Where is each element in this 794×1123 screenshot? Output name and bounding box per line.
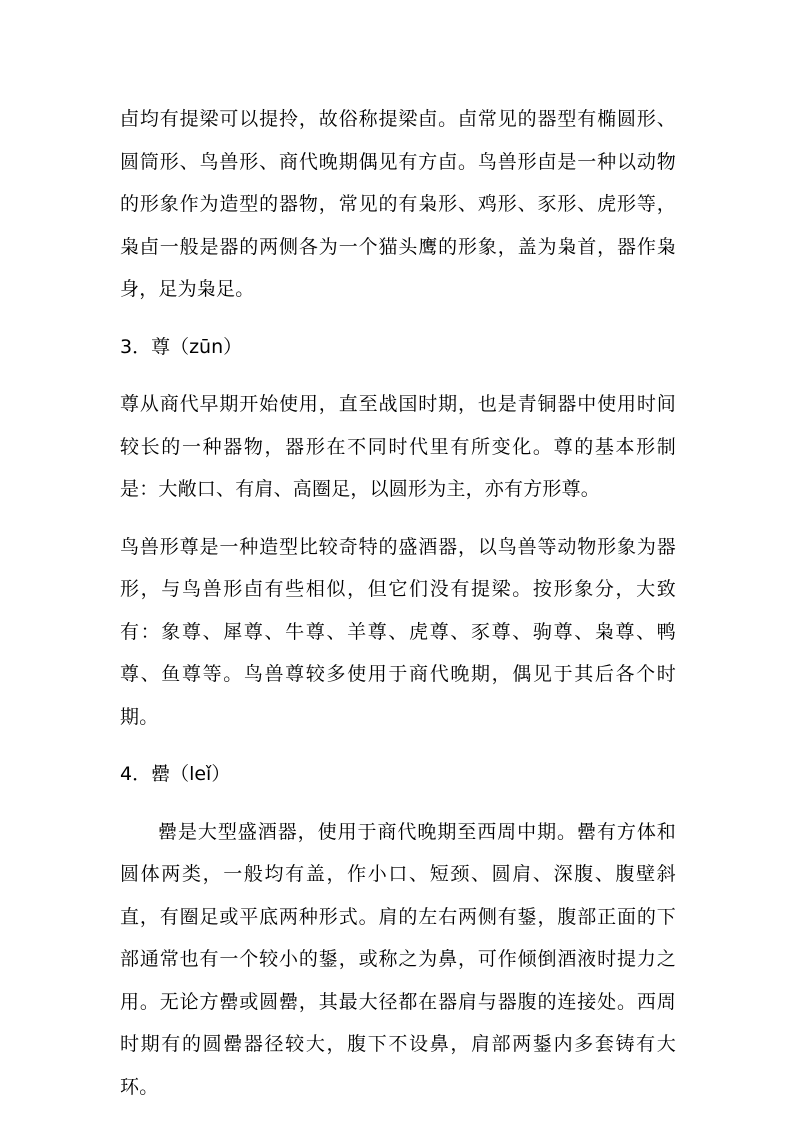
- paragraph-lei: 罍是大型盛酒器，使用于商代晚期至西周中期。罍有方体和圆体两类，一般均有盖，作小口、短颈、圆肩、深腹、腹壁斜直，有圈足或平底两种形式。肩的左右两侧有鋬，腹部正面的下部通常也有一个较小的鋬，或称之为鼻，可作倾倒酒液时提力之用。无论方罍或圆罍，其最大径都在器肩与器腹的连接处。西周时期有的圆罍器径较大，腹下不设鼻，肩部两鋬内多套铸有大环。: [120, 820, 676, 1098]
- paragraph-zun-intro: 尊从商代早期开始使用，直至战国时期，也是青铜器中使用时间较长的一种器物，器形在不同时代里有所变化。尊的基本形制是：大敞口、有肩、高圈足，以圆形为主，亦有方形尊。: [120, 393, 676, 500]
- paragraph-gap: [120, 796, 676, 811]
- section-heading-zun: 3．尊（zūn）: [120, 335, 243, 358]
- paragraph-gap: [120, 511, 676, 526]
- paragraph-zun-animal: 鸟兽形尊是一种造型比较奇特的盛酒器，以鸟兽等动物形象为器形，与鸟兽形卣有些相似，但它们没有提梁。按形象分，大致有：象尊、犀尊、牛尊、羊尊、虎尊、豕尊、驹尊、枭尊、鸭尊、鱼尊等。鸟兽尊较多使用于商代晚期，偶见于其后各个时期。: [120, 535, 676, 728]
- paragraph-gap: [120, 738, 676, 753]
- paragraph-you-continued: 卣均有提梁可以提拎，故俗称提梁卣。卣常见的器型有椭圆形、圆筒形、鸟兽形、商代晚期偶见有方卣。鸟兽形卣是一种以动物的形象作为造型的器物，常见的有枭形、鸡形、豕形、虎形等，枭卣一般是器的两侧各为一个猫头鹰的形象，盖为枭首，器作枭身，足为枭足。: [120, 108, 676, 300]
- paragraph-gap: [120, 368, 676, 383]
- paragraph-gap: [120, 311, 676, 326]
- document-page: [120, 98, 676, 1108]
- section-heading-lei: 4．罍（leǐ）: [120, 763, 231, 785]
